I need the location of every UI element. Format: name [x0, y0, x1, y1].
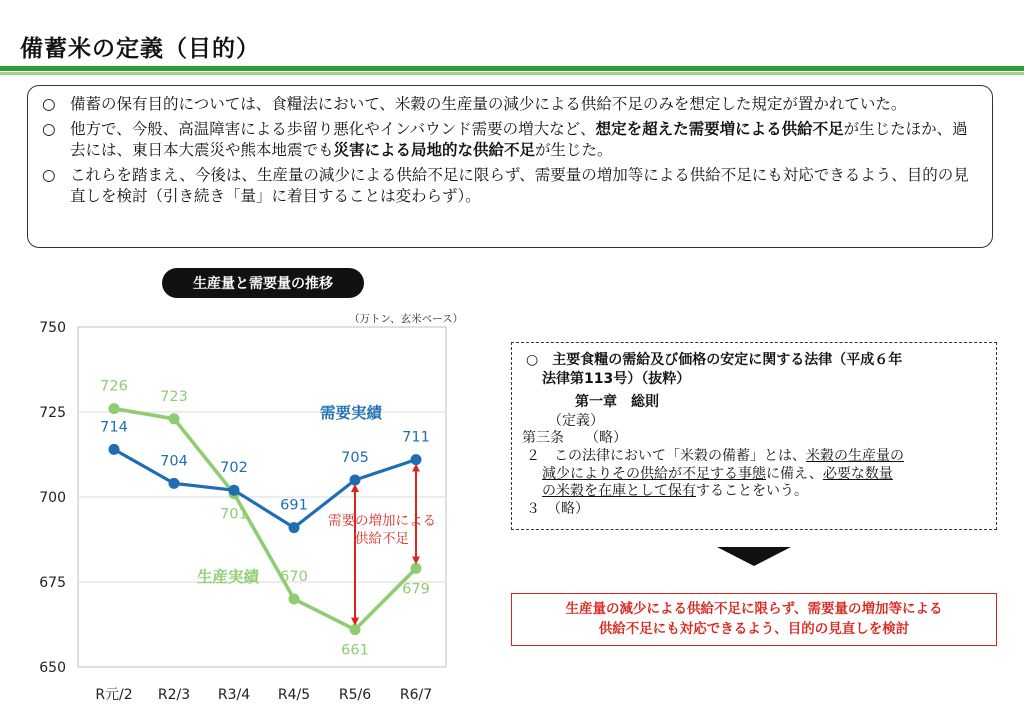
law-para2-text-a: ２ この法律において「米穀の備蓄」とは、	[526, 448, 806, 464]
x-tick-label: R元/2	[95, 687, 133, 703]
data-label-demand: 714	[100, 419, 128, 436]
y-tick-label: 675	[39, 575, 66, 591]
gap-annotation-line1: 需要の増加による	[328, 513, 436, 529]
data-point-demand	[350, 475, 361, 486]
production-demand-chart	[0, 300, 470, 709]
data-label-demand: 704	[160, 453, 188, 470]
data-point-demand	[229, 485, 240, 496]
x-tick-label: R3/4	[217, 687, 251, 703]
data-label-production: 661	[341, 642, 369, 659]
data-point-demand	[109, 444, 120, 455]
law-chapter: 第一章 総則	[575, 394, 659, 410]
summary-bullet-2	[42, 119, 974, 161]
data-point-production	[350, 624, 361, 635]
summary-bullet-1	[42, 94, 974, 115]
data-label-production: 726	[100, 378, 128, 395]
gap-annotation-line2: 供給不足	[355, 531, 409, 547]
data-label-production: 679	[402, 581, 430, 598]
law-para2-line3	[542, 482, 808, 500]
circle-bullet-icon: ○	[42, 166, 56, 184]
conclusion-box	[511, 593, 997, 646]
data-label-demand: 691	[280, 497, 308, 514]
data-label-production: 670	[280, 569, 308, 585]
x-tick-label: R6/7	[399, 687, 433, 703]
data-point-demand	[411, 454, 422, 465]
data-point-production	[411, 563, 422, 574]
law-header-line1: ○ 主要食糧の需給及び価格の安定に関する法律（平成６年	[526, 352, 903, 368]
summary-text-2-emph-1: 想定を超えた需要増による供給不足	[595, 120, 844, 138]
title-rule-dark	[0, 66, 1024, 71]
law-para2-underline-4: の米穀を在庫として保有	[542, 483, 696, 499]
y-tick-label: 650	[39, 660, 66, 676]
law-definition-label: （定義）	[548, 413, 604, 429]
law-para2-line1	[526, 447, 904, 465]
data-point-production	[169, 413, 180, 424]
y-tick-label: 750	[39, 320, 66, 336]
summary-text-2-pre: 他方で、今般、高温障害による歩留り悪化やインバウンド需要の増大など、	[70, 120, 596, 138]
law-para2-text-c: することをいう。	[696, 483, 808, 499]
law-para2-line2	[542, 465, 893, 483]
conclusion-line1: 生産量の減少による供給不足に限らず、需要量の増加等による	[565, 601, 943, 617]
summary-text-1: 備蓄の保有目的については、食糧法において、米穀の生産量の減少による供給不足のみを想定した規定が置かれていた。	[70, 95, 907, 113]
series-name-production: 生産実績	[196, 568, 260, 586]
y-tick-label: 700	[39, 490, 66, 506]
data-label-demand: 702	[220, 460, 248, 477]
title-rule-light	[0, 72, 1024, 75]
page-title: 備蓄米の定義（目的）	[20, 36, 260, 62]
conclusion-line2: 供給不足にも対応できるよう、目的の見直しを検討	[598, 621, 910, 637]
data-label-production: 701	[220, 506, 248, 523]
down-arrow-icon	[717, 547, 791, 566]
chart-unit-note: （万トン、玄米ベース）	[349, 313, 464, 325]
law-para2-underline-1: 米穀の生産量の	[806, 448, 904, 464]
data-label-production: 723	[160, 388, 188, 405]
law-para2-underline-2: 減少によりその供給が不足する事態	[542, 466, 766, 482]
data-label-demand: 711	[402, 429, 430, 446]
law-para3: ３ （略）	[526, 501, 589, 517]
data-point-production	[109, 403, 120, 414]
y-tick-label: 725	[39, 405, 66, 421]
chart-title-pill: 生産量と需要量の推移	[162, 268, 364, 298]
law-para2-underline-3: 必要な数量	[822, 466, 893, 482]
law-article-3: 第三条 （略）	[522, 430, 627, 446]
law-header-line2: 法律第113号）（抜粋）	[542, 371, 691, 387]
x-tick-label: R2/3	[157, 687, 191, 703]
data-point-demand	[289, 522, 300, 533]
circle-bullet-icon: ○	[42, 95, 56, 113]
data-point-demand	[169, 478, 180, 489]
x-tick-label: R5/6	[338, 687, 372, 703]
summary-bullet-3	[42, 165, 974, 207]
summary-text-2-mid: が生じたほか、過去には、東日本大震災や熊本地震でも	[70, 120, 968, 159]
summary-text-2-emph-2: 災害による局地的な供給不足	[333, 141, 536, 159]
data-label-demand: 705	[341, 450, 369, 466]
law-excerpt-box	[511, 342, 997, 530]
summary-text-3: これらを踏まえ、今後は、生産量の減少による供給不足に限らず、需要量の増加等による供給不足にも対応できるよう、目的の見直しを検討（引き続き「量」に着目することは変わらず）。	[70, 166, 969, 205]
summary-text-2-post: が生じた。	[535, 141, 613, 159]
data-point-production	[289, 594, 300, 605]
series-name-demand: 需要実績	[319, 404, 383, 422]
x-tick-label: R4/5	[277, 687, 311, 703]
summary-box	[27, 85, 993, 248]
summary-text-2	[70, 119, 974, 161]
circle-bullet-icon: ○	[42, 120, 56, 138]
law-para2-text-b: に備え、	[766, 466, 823, 482]
